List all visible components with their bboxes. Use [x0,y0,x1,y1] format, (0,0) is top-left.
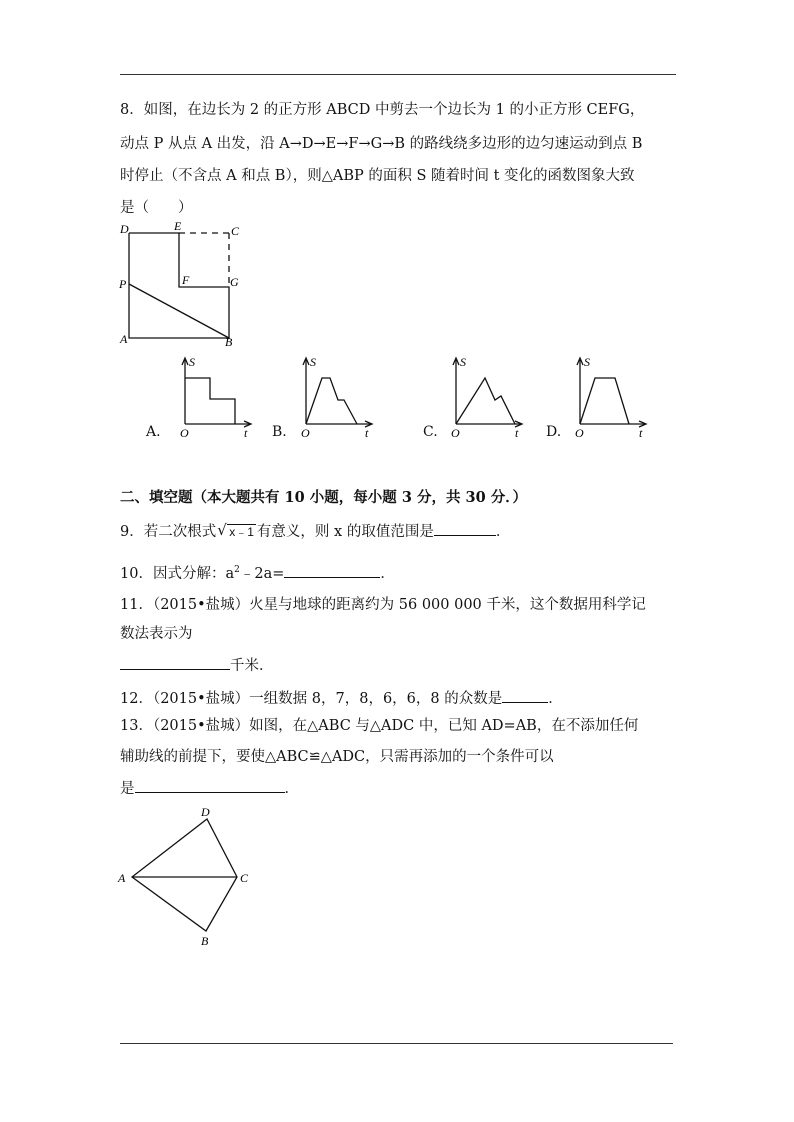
option-a-t: t [244,426,248,440]
q11-line-3 [120,655,274,676]
option-a-s: S [189,355,195,369]
q13-end: ． [284,781,299,797]
q10-answer-blank [284,563,380,578]
footer-rule [120,1043,673,1044]
q13-label-D: D [201,805,210,819]
option-b-s: S [310,355,316,369]
q8-line-1: 8．如图，在边长为 2 的正方形 ABCD 中剪去一个边长为 1 的小正方形 CEFG， [120,102,645,118]
q13-kite-figure [110,800,270,950]
header-rule [120,74,676,75]
q8-square-figure [110,220,250,350]
q11-answer-blank [120,655,230,670]
q13-label-A: A [118,871,126,885]
q10-sup: 2 [234,565,240,575]
q11-unit: 千米． [230,658,274,674]
q13-label-B: B [201,934,209,948]
option-d-t: t [639,426,643,440]
q8-line-4: 是（ ） [120,200,193,216]
option-d-o: O [575,426,584,440]
q13-label-C: C [240,871,249,885]
q11-line-1: 11．（2015•盐城）火星与地球的距离约为 56 000 000 千米，这个数据用科学记 [120,597,646,613]
option-c-letter: C. [423,424,438,440]
option-b-o: O [301,426,310,440]
option-a-graph [172,352,262,442]
q12-end: ． [548,691,563,707]
label-G: G [230,275,239,289]
q10-pre: 10．因式分解：a [120,565,235,582]
option-d-letter: D. [546,424,562,440]
option-c-s: S [460,355,466,369]
q13-pre: 是 [120,781,135,797]
label-F: F [182,273,190,287]
q10-end: ． [380,565,395,582]
label-B: B [225,335,233,349]
option-b-graph [293,352,383,442]
q11-line-2: 数法表示为 [120,626,193,642]
q12 [120,688,563,709]
q13-line-3 [120,778,299,799]
q8-line-2: 动点 P 从点 A 出发，沿 A→D→E→F→G→B 的路线绕多边形的边匀速运动到点 B [120,136,643,152]
sqrt-radicand: x﹣1 [229,525,254,539]
option-a-letter: A. [146,424,161,440]
option-b-letter: B. [272,424,287,440]
label-C: C [231,224,240,238]
option-a-o: O [180,426,189,440]
label-P: P [119,277,127,291]
q9-post: 有意义，则 x 的取值范围是 [256,524,434,540]
q9-answer-blank [434,521,496,536]
q9 [120,521,510,542]
q8-line-3: 时停止（不含点 A 和点 B），则△ABP 的面积 S 随着时间 t 变化的函数图象大致 [120,168,635,184]
option-d-s: S [584,355,590,369]
option-c-graph [443,352,533,442]
q9-pre: 9．若二次根式 [120,524,217,540]
sqrt-expression: √ x﹣1 [217,521,254,539]
label-D: D [120,222,129,236]
q9-end: ． [495,524,511,540]
q13-line-1: 13．（2015•盐城）如图，在△ABC 与△ADC 中，已知 AD=AB，在不添加任何 [120,718,639,734]
q10 [120,560,395,584]
section-2-title: 二、填空题（本大题共有 10 小题，每小题 3 分，共 30 分．） [120,489,527,506]
label-E: E [174,220,182,233]
q13-answer-blank [135,778,285,793]
q12-answer-blank [502,688,548,703]
q12-text: 12．（2015•盐城）一组数据 8，7，8，6，6，8 的众数是 [120,691,503,707]
option-b-t: t [365,426,369,440]
option-c-o: O [451,426,460,440]
label-A: A [120,332,128,346]
option-d-graph [567,352,657,442]
q10-post: ﹣2a= [239,565,285,582]
q13-line-2: 辅助线的前提下，要使△ABC≌△ADC，只需再添加的一个条件可以 [120,749,554,765]
option-c-t: t [515,426,519,440]
